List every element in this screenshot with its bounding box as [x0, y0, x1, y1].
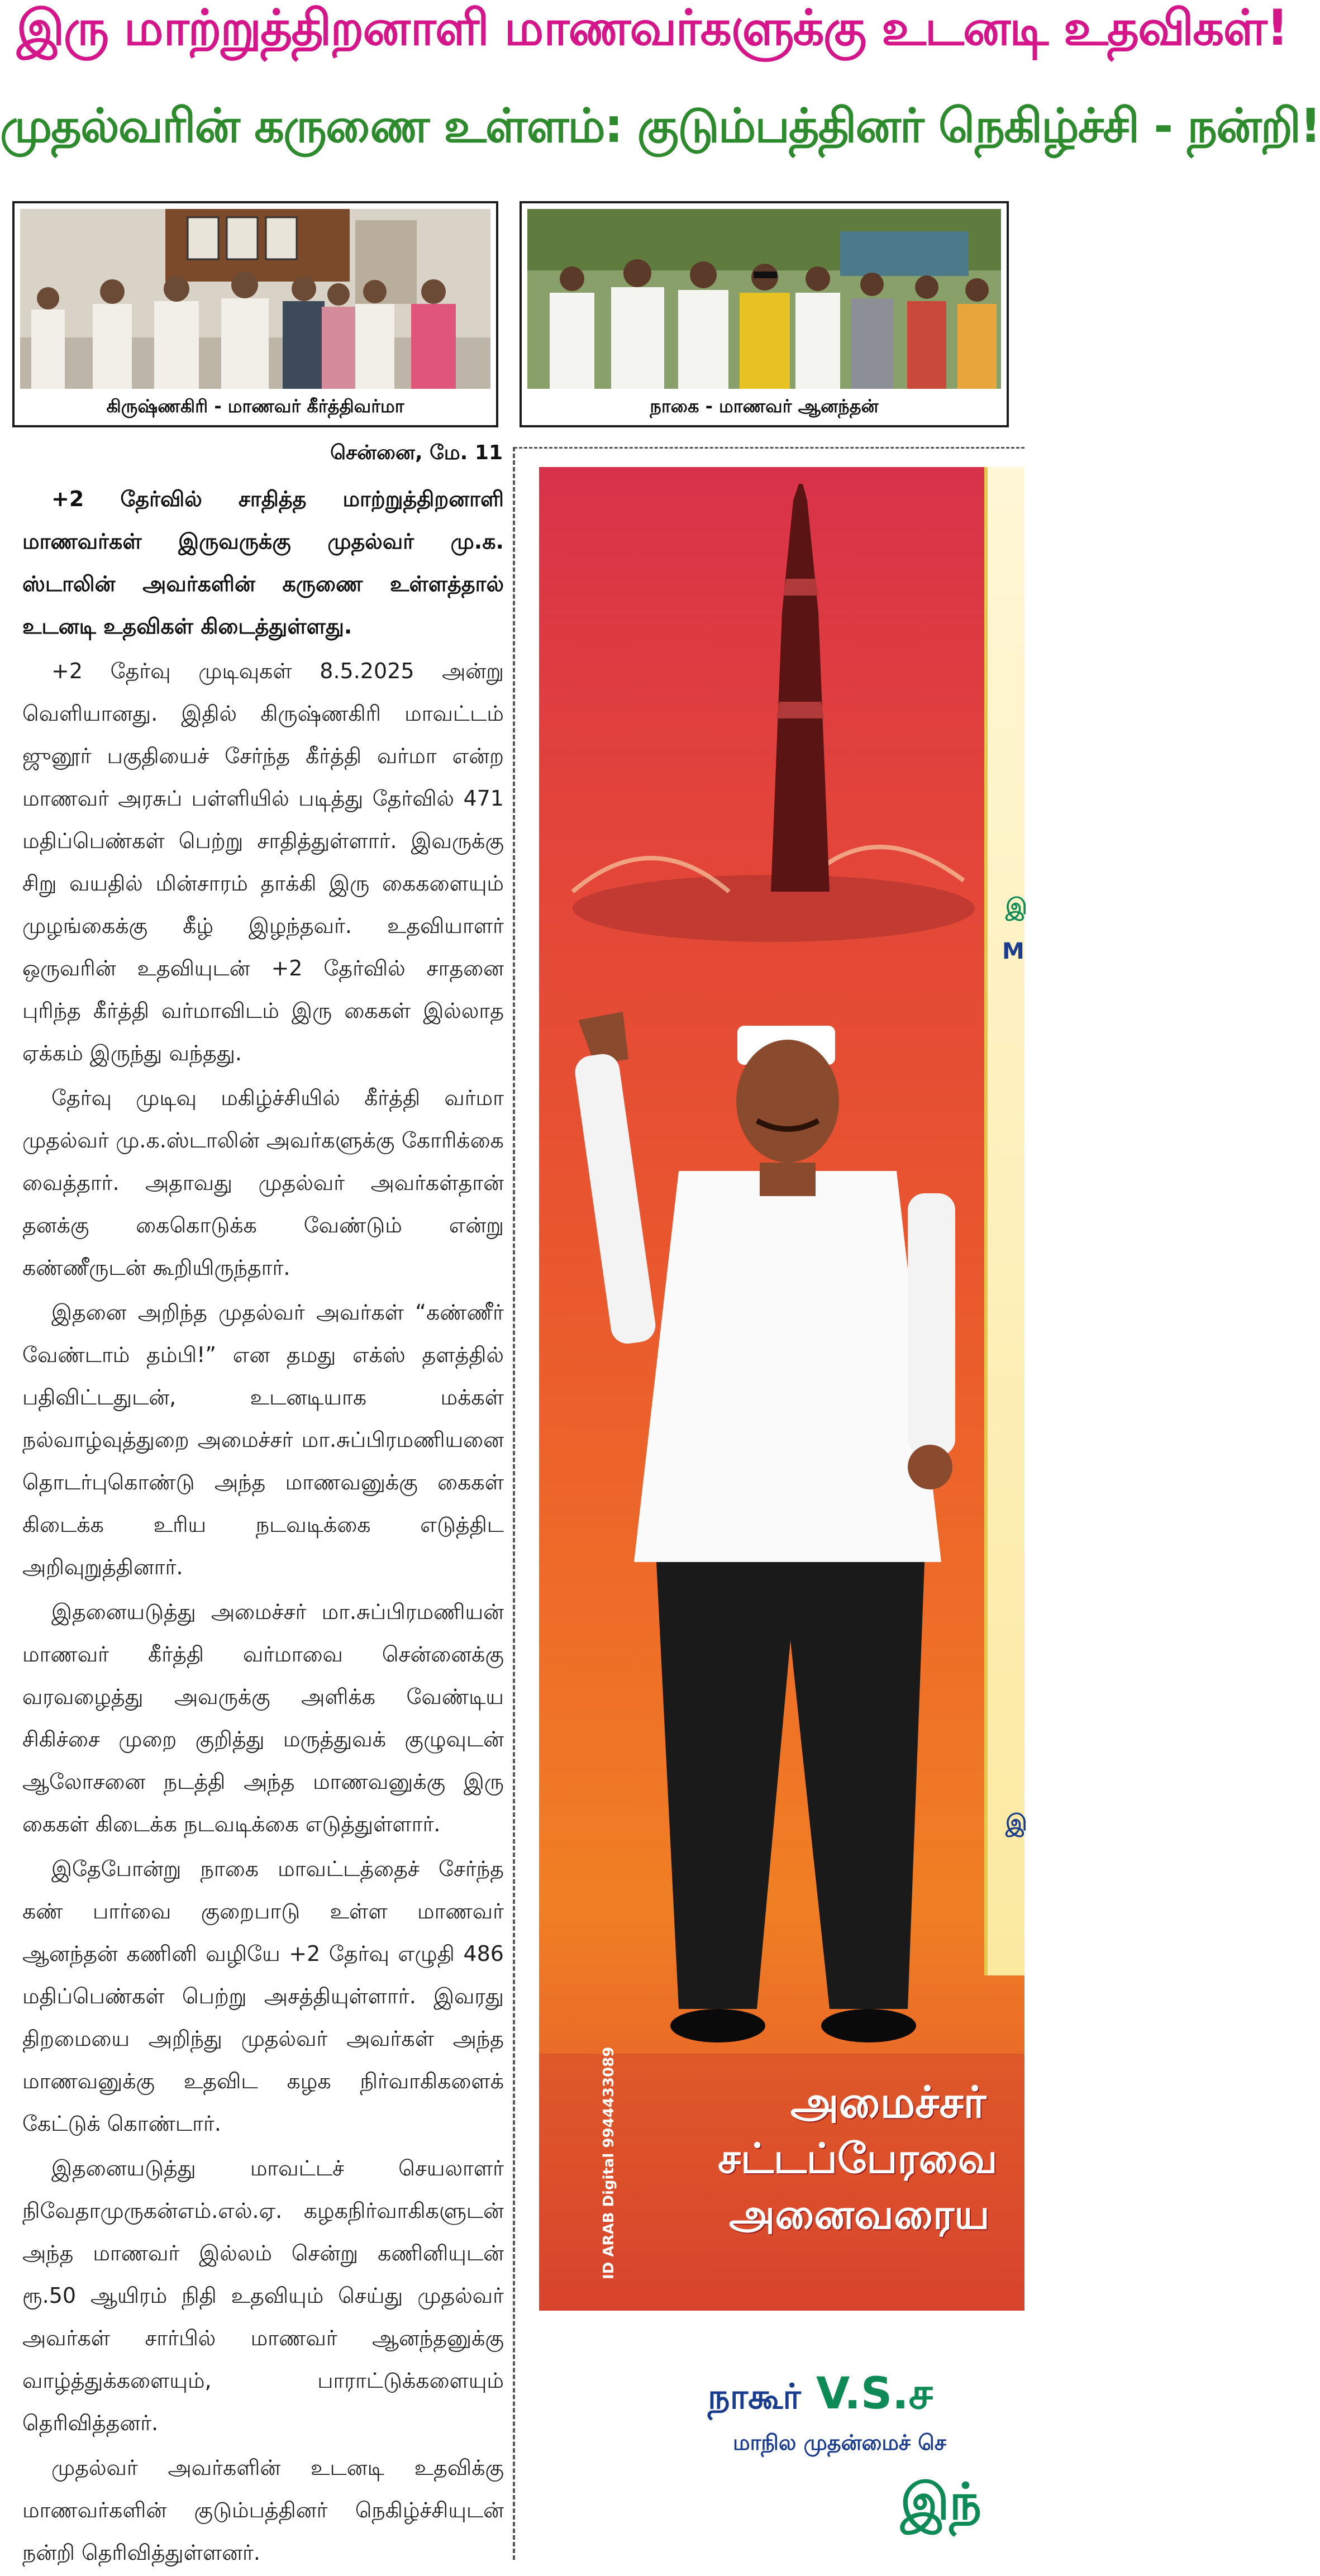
ad-side-letter-3: இ — [1006, 1810, 1027, 1836]
article-paragraph: இதனையடுத்து அமைச்சர் மா.சுப்பிரமணியன் மாணவர் கீர்த்தி வர்மாவை சென்னைக்கு வரவழைத்து அவருக்கு அளிக்க வேண்டிய சிகிச்சை முறை குறித்து மருத்துவக் குழுவுடன் ஆலோசனை நடத்தி அந்த மாணவனுக்கு இரு கைகள் கிடைக்க நடவடிக்கை எடுத்துள்ளார். — [22, 1599, 504, 1836]
photo-frame-nagai — [520, 201, 1009, 427]
article-paragraph: இதேபோன்று நாகை மாவட்டத்தைச் சேர்ந்த கண் பார்வை குறைபாடு உள்ள மாணவர் ஆனந்தன் கணினி வழியே +2 தேர்வு எழுதி 486 மதிப்பெண்கள் பெற்று அசத்தியுள்ளார். இவரது திறமையை அறிந்து முதல்வர் அவர்கள் அந்த மாணவனுக்கு உதவிட கழக நிர்வாகிகளைக் கேட்டுக் கொண்டார். — [22, 1856, 504, 2136]
ad-big-text: இந் — [900, 2473, 982, 2531]
ad-designer-credit: ID ARAB Digital 9944433089 — [601, 2046, 617, 2279]
photo-krishnagiri-group — [20, 209, 490, 389]
ad-line-1: அமைச்சர் — [790, 2078, 987, 2128]
article-paragraph: தேர்வு முடிவு மகிழ்ச்சியில் கீர்த்தி வர்மா முதல்வர் மு.க.ஸ்டாலின் அவர்களுக்கு கோரிக்கை வைத்தார். அதாவது முதல்வர் அவர்கள்தான் தனக்கு கைகொடுக்க வேண்டும் என்று கண்ணீருடன் கூறியிருந்தார். — [22, 1085, 504, 1280]
advertisement-panel — [539, 467, 1024, 2311]
ad-footer — [515, 2311, 1024, 2560]
sub-headline: முதல்வரின் கருணை உள்ளம்: குடும்பத்தினர் நெகிழ்ச்சி - நன்றி! — [0, 98, 1320, 153]
ad-name-main: V.S.ச — [816, 2369, 933, 2419]
ad-top-border — [514, 447, 1024, 449]
ad-right-strip — [984, 467, 1024, 1975]
photo-frame-krishnagiri — [12, 201, 498, 427]
article-paragraph: இதனை அறிந்த முதல்வர் அவர்கள் “கண்ணீர் வேண்டாம் தம்பி!” என தமது எக்ஸ் தளத்தில் பதிவிட்டதுடன், உடனடியாக மக்கள் நல்வாழ்வுத்துறை அமைச்சர் மா.சுப்பிரமணியனை தொடர்புகொண்டு அந்த மாணவனுக்கு கைகள் கிடைக்க உரிய நடவடிக்கை எடுத்திட அறிவுறுத்தினார். — [22, 1300, 504, 1579]
ad-line-3: அனைவரைய — [729, 2191, 990, 2239]
article-body — [22, 478, 504, 2576]
column-divider — [513, 447, 515, 2560]
ad-illustration — [539, 467, 1024, 2311]
article-paragraph: முதல்வர் அவர்களின் உடனடி உதவிக்கு மாணவர்களின் குடும்பத்தினர் நெகிழ்ச்சியுடன் நன்றி தெரிவித்துள்ளனர். — [22, 2455, 504, 2565]
photo-caption-nagai: நாகை - மாணவர் ஆனந்தன் — [650, 396, 879, 417]
photo-nagai-group — [527, 209, 1001, 389]
photo-caption-krishnagiri: கிருஷ்ணகிரி - மாணவர் கீர்த்திவர்மா — [106, 396, 404, 417]
group-photo-illustration-2 — [527, 209, 1001, 389]
ad-side-letter-1: இ — [1006, 894, 1027, 920]
main-headline: இரு மாற்றுத்திறனாளி மாணவர்களுக்கு உடனடி உதவிகள்! — [17, 0, 1288, 56]
ad-line-2: சட்டப்பேரவை — [718, 2135, 998, 2183]
dateline: சென்னை, மே. 11 — [330, 441, 503, 464]
article-paragraph: +2 தேர்வு முடிவுகள் 8.5.2025 அன்று வெளியானது. இதில் கிருஷ்ணகிரி மாவட்டம் ஜுனூர் பகுதியைச் சேர்ந்த கீர்த்தி வர்மா என்ற மாணவர் அரசுப் பள்ளியில் படித்து தேர்வில் 471 மதிப்பெண்கள் பெற்று சாதித்துள்ளார். இவருக்கு சிறு வயதில் மின்சாரம் தாக்கி இரு கைகளையும் முழங்கைக்கு கீழ் இழந்தவர். உதவியாளர் ஒருவரின் உதவியுடன் +2 தேர்வில் சாதனை புரிந்த கீர்த்தி வர்மாவிடம் இரு கைகள் இல்லாத ஏக்கம் இருந்து வந்தது. — [22, 659, 504, 1065]
ad-person-name — [708, 2369, 1024, 2425]
ad-name-prefix: நாகூர் — [708, 2376, 801, 2417]
article-lead-paragraph: +2 தேர்வில் சாதித்த மாற்றுத்திறனாளி மாணவர்கள் இருவருக்கு முதல்வர் மு.க. ஸ்டாலின் அவர்களின் கருணை உள்ளத்தால் உடனடி உதவிகள் கிடைத்துள்ளது. — [22, 487, 504, 639]
ad-side-letter-2: M — [1002, 939, 1024, 964]
ad-subtitle: மாநில முதன்மைச் செ — [733, 2430, 946, 2455]
group-photo-illustration — [20, 209, 490, 389]
article-paragraph: இதனையடுத்து மாவட்டச் செயலாளர் நிவேதாமுருகன்எம்.எல்.ஏ. கழகநிர்வாகிகளுடன் அந்த மாணவர் இல்லம் சென்று கணினியுடன் ரூ.50 ஆயிரம் நிதி உதவியும் செய்து முதல்வர் அவர்கள் சார்பில் மாணவர் ஆனந்தனுக்கு வாழ்த்துக்களையும், பாராட்டுக்களையும் தெரிவித்தனர். — [22, 2156, 504, 2435]
